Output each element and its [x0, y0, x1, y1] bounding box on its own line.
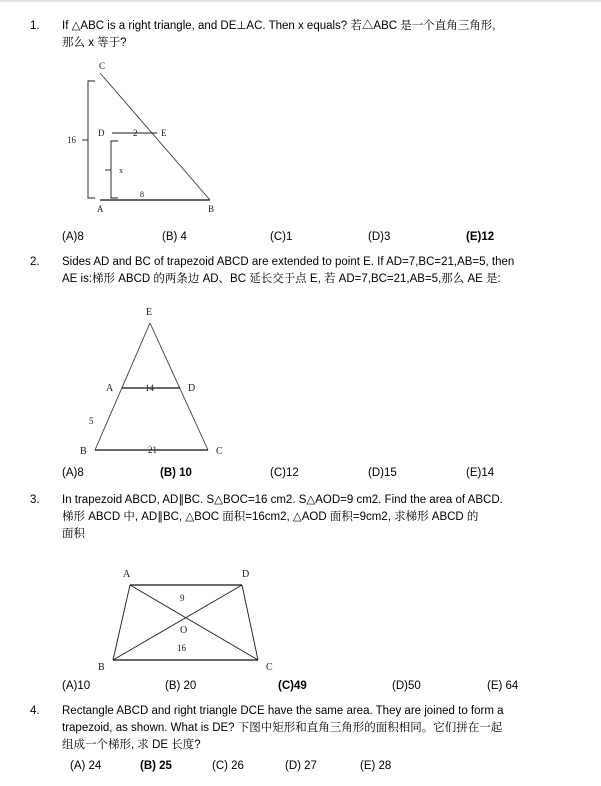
question-4-line-3: 组成一个梯形, 求 DE 长度? — [62, 739, 201, 751]
question-3-text — [62, 492, 567, 543]
question-1-choices — [0, 228, 601, 246]
choice-4-c[interactable]: (C) 26 — [212, 760, 244, 772]
measure-bc-21: 21 — [148, 445, 157, 455]
vertex-label-o: O — [180, 625, 188, 636]
segment-ab — [113, 585, 130, 660]
choice-2-a[interactable]: (A)8 — [62, 467, 84, 479]
question-2-text — [62, 254, 567, 288]
figure-question-1 — [60, 55, 300, 220]
measure-x: x — [119, 166, 123, 175]
figure-question-3 — [70, 560, 290, 675]
question-3-line-3: 面积 — [62, 528, 85, 540]
question-4-line-2: trapezoid, as shown. What is DE? 下图中矩形和直角三角形的面积相同。它们拼在一起 — [62, 722, 503, 734]
vertex-label-b: B — [80, 446, 87, 457]
choice-2-e[interactable]: (E)14 — [466, 467, 495, 479]
measure-base-8: 8 — [140, 190, 144, 199]
segment-ec — [150, 323, 208, 450]
question-4-line-1: Rectangle ABCD and right triangle DCE have the same area. They are joined to form a — [62, 705, 504, 717]
vertex-label-e: E — [161, 128, 167, 138]
page-top-rule — [0, 0, 601, 2]
vertex-label-c: C — [99, 61, 106, 71]
vertex-label-e: E — [146, 307, 153, 318]
question-4-choices — [0, 757, 601, 775]
question-2-choices — [0, 464, 601, 482]
measure-height-16: 16 — [67, 135, 76, 145]
segment-dc — [242, 585, 258, 660]
choice-2-c[interactable]: (C)12 — [270, 467, 299, 479]
choice-1-d[interactable]: (D)3 — [368, 231, 391, 243]
question-1-line-2: 那么 x 等于? — [62, 37, 127, 49]
figure-question-2 — [60, 300, 300, 460]
question-3-number: 3. — [30, 494, 40, 506]
vertex-label-a: A — [123, 569, 131, 580]
question-3-line-1: In trapezoid ABCD, AD∥BC. S△BOC=16 cm2. S△AOD=9 cm2. Find the area of ABCD. — [62, 494, 503, 506]
question-1-text — [62, 18, 567, 52]
vertex-label-c: C — [216, 446, 223, 457]
choice-4-b[interactable]: (B) 25 — [140, 760, 172, 772]
vertex-label-d: D — [188, 383, 196, 394]
vertex-label-c: C — [266, 662, 273, 673]
vertex-label-b: B — [98, 662, 105, 673]
measure-ad-14: 14 — [145, 383, 154, 393]
choice-4-d[interactable]: (D) 27 — [285, 760, 317, 772]
question-3-choices — [0, 677, 601, 695]
question-3-line-2: 梯形 ABCD 中, AD∥BC, △BOC 面积=16cm2, △AOD 面积=9cm2, 求梯形 ABCD 的 — [62, 511, 479, 523]
diagonal-ac — [130, 585, 258, 660]
choice-3-a[interactable]: (A)10 — [62, 680, 91, 692]
choice-2-b[interactable]: (B) 10 — [160, 467, 192, 479]
area-label-aod-9: 9 — [180, 593, 185, 603]
vertex-label-d: D — [242, 569, 250, 580]
question-2-number: 2. — [30, 256, 40, 268]
choice-1-b[interactable]: (B) 4 — [162, 231, 187, 243]
question-2-line-1: Sides AD and BC of trapezoid ABCD are extended to point E. If AD=7,BC=21,AB=5, then — [62, 256, 515, 268]
question-1-line-1: If △ABC is a right triangle, and DE⊥AC. Then x equals? 若△ABC 是一个直角三角形, — [62, 20, 496, 32]
segment-eb — [95, 323, 150, 450]
measure-de-2: 2 — [133, 128, 138, 138]
choice-4-e[interactable]: (E) 28 — [360, 760, 392, 772]
choice-3-d[interactable]: (D)50 — [392, 680, 421, 692]
vertex-label-b: B — [208, 204, 215, 214]
choice-2-d[interactable]: (D)15 — [368, 467, 397, 479]
area-label-boc-16: 16 — [177, 643, 186, 653]
vertex-label-d: D — [98, 128, 105, 138]
choice-1-e[interactable]: (E)12 — [466, 231, 495, 243]
segment-cb — [100, 73, 210, 200]
choice-3-c[interactable]: (C)49 — [278, 680, 307, 692]
question-2-line-2: AE is:梯形 ABCD 的两条边 AD、BC 延长交于点 E, 若 AD=7,BC=21,AB=5,那么 AE 是: — [62, 273, 501, 285]
choice-1-c[interactable]: (C)1 — [270, 231, 293, 243]
choice-4-a[interactable]: (A) 24 — [70, 760, 102, 772]
question-1-number: 1. — [30, 20, 40, 32]
vertex-label-a: A — [106, 383, 114, 394]
choice-3-b[interactable]: (B) 20 — [165, 680, 197, 692]
height-bracket-outer — [88, 81, 95, 198]
height-bracket-inner — [111, 141, 118, 198]
choice-1-a[interactable]: (A)8 — [62, 231, 84, 243]
vertex-label-a: A — [97, 204, 104, 214]
question-4-number: 4. — [30, 705, 40, 717]
measure-ab-5: 5 — [89, 416, 94, 426]
choice-3-e[interactable]: (E) 64 — [487, 680, 519, 692]
question-4-text — [62, 703, 567, 754]
